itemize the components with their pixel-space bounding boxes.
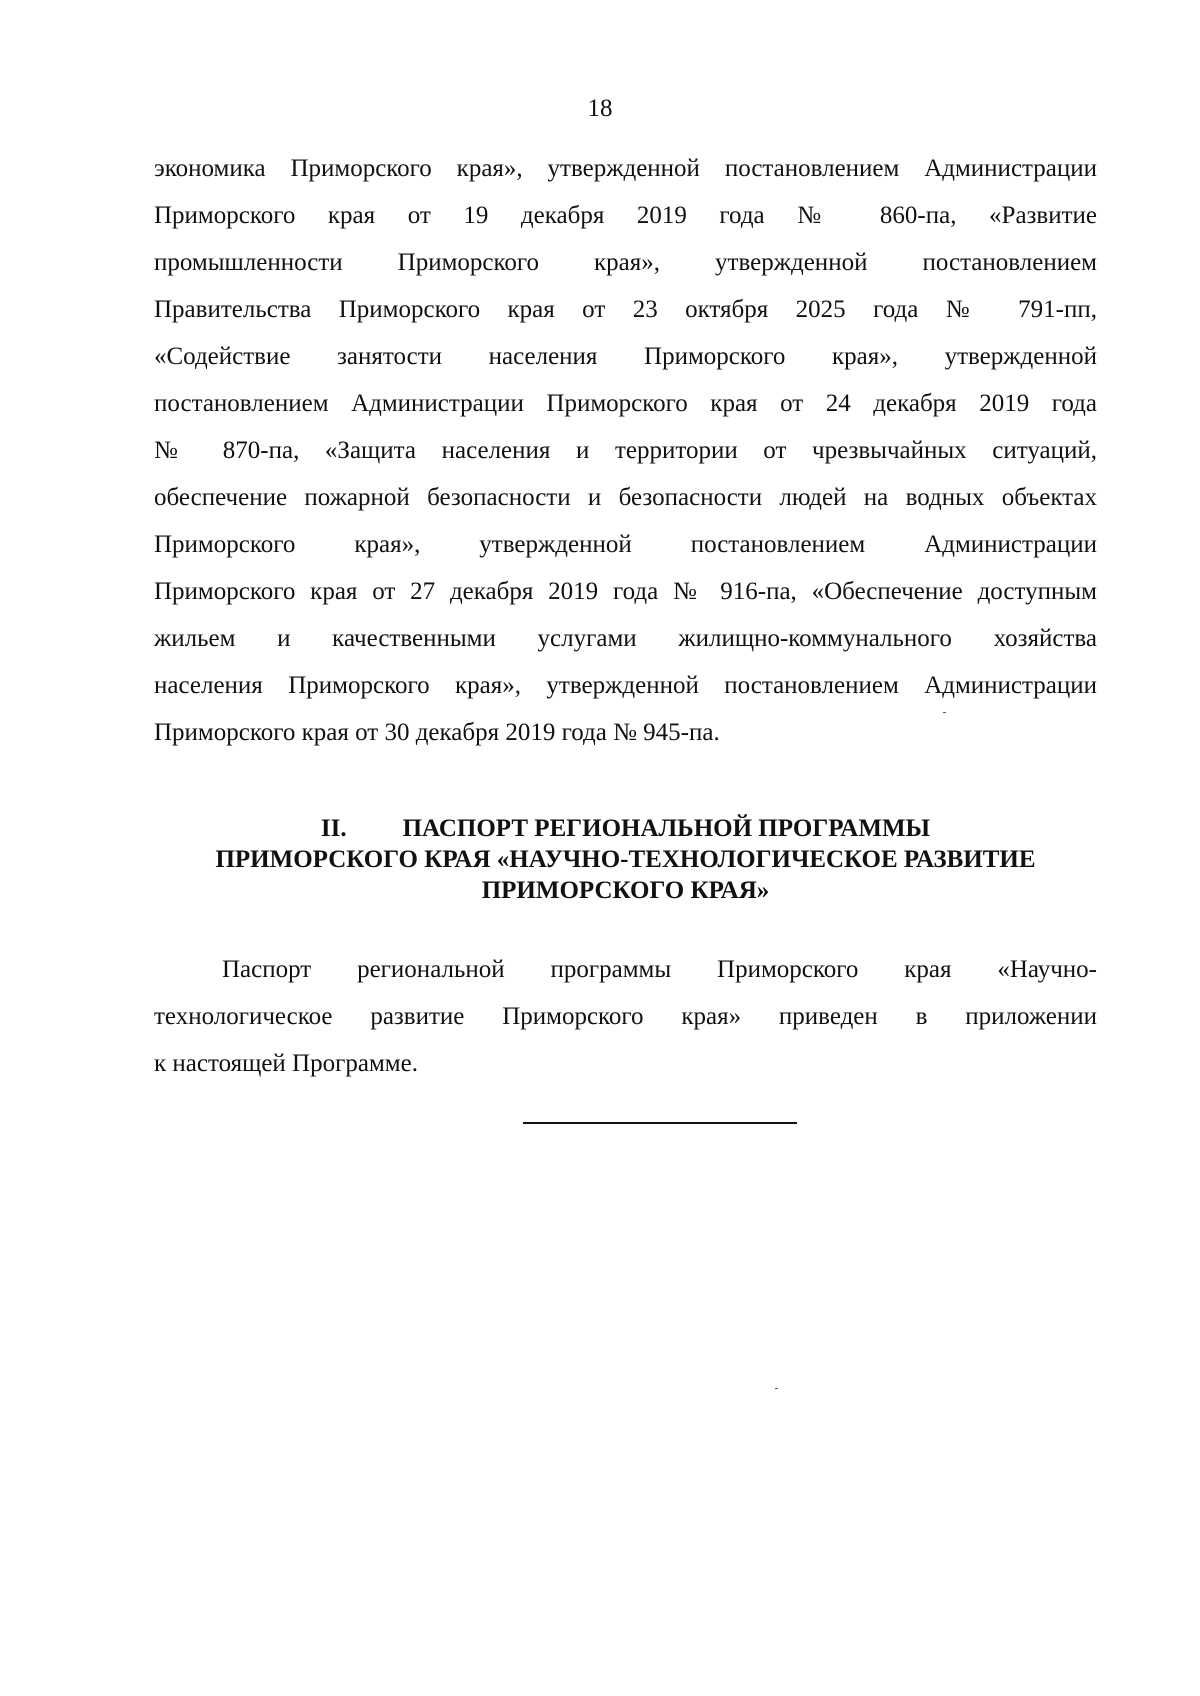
section-heading	[154, 813, 1097, 906]
text-line: обеспечение пожарной безопасности и безопасности людей на водных объектах	[154, 484, 1097, 511]
page-number: 18	[587, 95, 613, 122]
text-line: «Содействие занятости населения Приморского края», утвержденной	[154, 343, 1097, 370]
text-line: технологическое развитие Приморского края» приведен в приложении	[154, 1003, 1097, 1030]
scan-speck	[775, 1388, 778, 1389]
section-number: II.	[320, 815, 347, 842]
continuation-paragraph	[154, 145, 1097, 756]
text-line: Паспорт региональной программы Приморского края «Научно-	[222, 956, 1097, 983]
text-line: Правительства Приморского края от 23 октября 2025 года № 791-пп,	[154, 296, 1097, 323]
section-heading-line	[154, 813, 1097, 844]
text-line: Приморского края от 19 декабря 2019 года № 860-па, «Развитие	[154, 202, 1097, 229]
end-separator-line	[523, 1122, 797, 1124]
text-line: Приморского края от 27 декабря 2019 года № 916-па, «Обеспечение доступным	[154, 578, 1097, 605]
text-line: Приморского края от 30 декабря 2019 года № 945-па.	[154, 719, 720, 746]
text-line: к настоящей Программе.	[154, 1050, 418, 1077]
section-heading-line: ПРИМОРСКОГО КРАЯ»	[481, 877, 770, 904]
text-line: населения Приморского края», утвержденной постановлением Администрации	[154, 672, 1097, 699]
section-title-part: ПАСПОРТ РЕГИОНАЛЬНОЙ ПРОГРАММЫ	[402, 815, 931, 842]
scan-speck	[943, 712, 946, 713]
text-line: постановлением Администрации Приморского края от 24 декабря 2019 года	[154, 390, 1097, 417]
text-line: № 870-па, «Защита населения и территории от чрезвычайных ситуаций,	[154, 437, 1097, 464]
text-line: жильем и качественными услугами жилищно-коммунального хозяйства	[154, 625, 1097, 652]
text-line: Приморского края», утвержденной постановлением Администрации	[154, 531, 1097, 558]
passport-paragraph	[154, 946, 1097, 1087]
text-line: экономика Приморского края», утвержденной постановлением Администрации	[154, 155, 1097, 182]
section-heading-line: ПРИМОРСКОГО КРАЯ «НАУЧНО-ТЕХНОЛОГИЧЕСКОЕ РАЗВИТИЕ	[215, 846, 1036, 873]
text-line: промышленности Приморского края», утвержденной постановлением	[154, 249, 1097, 276]
